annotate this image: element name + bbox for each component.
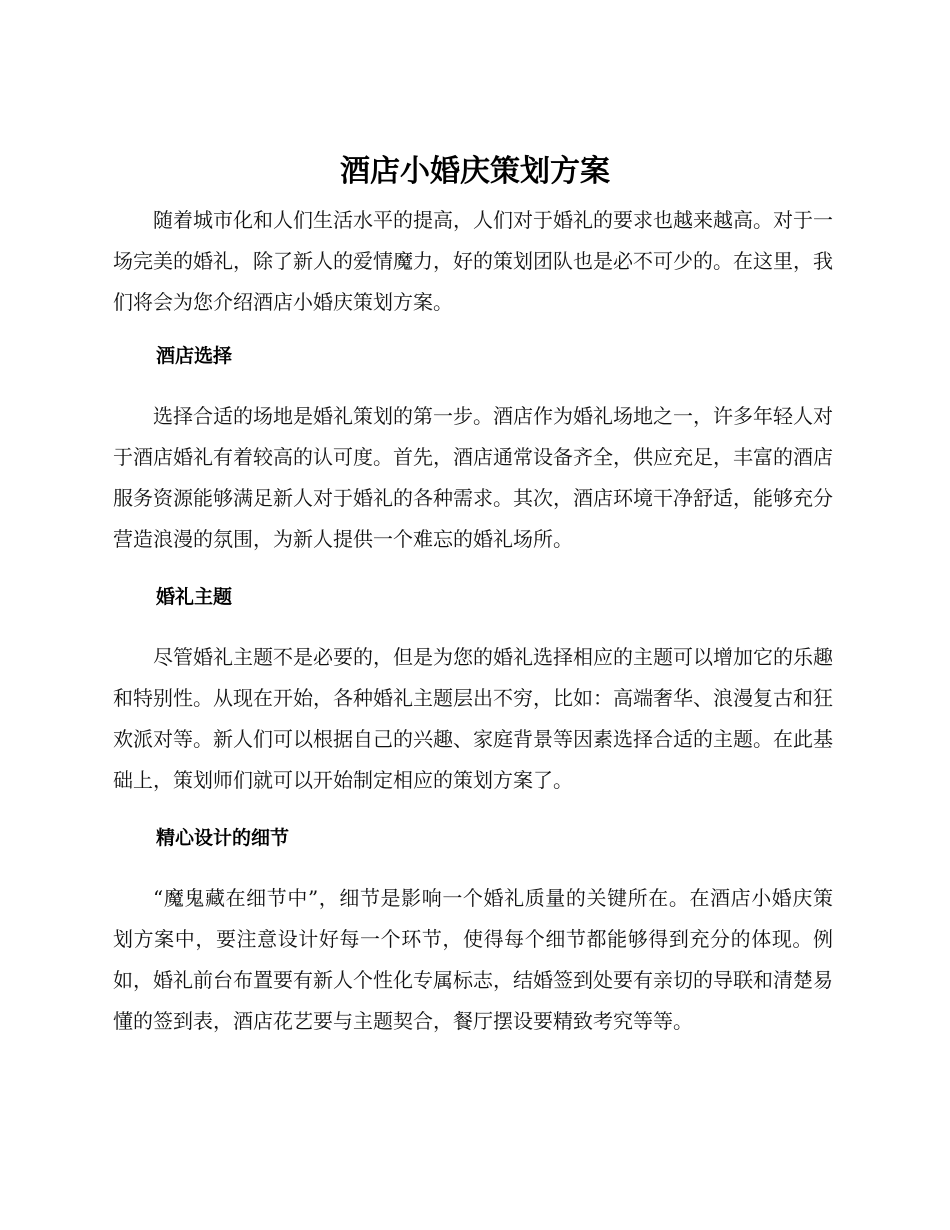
section-body-wedding-theme: 尽管婚礼主题不是必要的，但是为您的婚礼选择相应的主题可以增加它的乐趣和特别性。从现在开始，各种婚礼主题层出不穷，比如：高端奢华、浪漫复古和狂欢派对等。新人们可以根据自己的兴趣、家庭背景等因素选择合适的主题。在此基础上，策划师们就可以开始制定相应的策划方案了。 <box>113 645 833 792</box>
section-heading-hotel-selection: 酒店选择 <box>156 345 233 367</box>
section-heading-details: 精心设计的细节 <box>156 827 290 849</box>
document-title: 酒店小婚庆策划方案 <box>340 154 610 189</box>
section-body-details: “魔鬼藏在细节中”，细节是影响一个婚礼质量的关键所在。在酒店小婚庆策划方案中，要注意设计好每一个环节，使得每个细节都能够得到充分的体现。例如，婚礼前台布置要有新人个性化专属标志，结婚签到处要有亲切的导联和清楚易懂的签到表，酒店花艺要与主题契合，餐厅摆设要精致考究等等。 <box>113 886 833 1033</box>
document-body <box>113 200 833 1042</box>
intro-paragraph: 随着城市化和人们生活水平的提高，人们对于婚礼的要求也越来越高。对于一场完美的婚礼，除了新人的爱情魔力，好的策划团队也是必不可少的。在这里，我们将会为您介绍酒店小婚庆策划方案。 <box>113 208 833 314</box>
section-body-hotel-selection: 选择合适的场地是婚礼策划的第一步。酒店作为婚礼场地之一，许多年轻人对于酒店婚礼有着较高的认可度。首先，酒店通常设备齐全，供应充足，丰富的酒店服务资源能够满足新人对于婚礼的各种需求。其次，酒店环境干净舒适，能够充分营造浪漫的氛围，为新人提供一个难忘的婚礼场所。 <box>113 404 833 551</box>
section-heading-wedding-theme: 婚礼主题 <box>156 586 233 608</box>
